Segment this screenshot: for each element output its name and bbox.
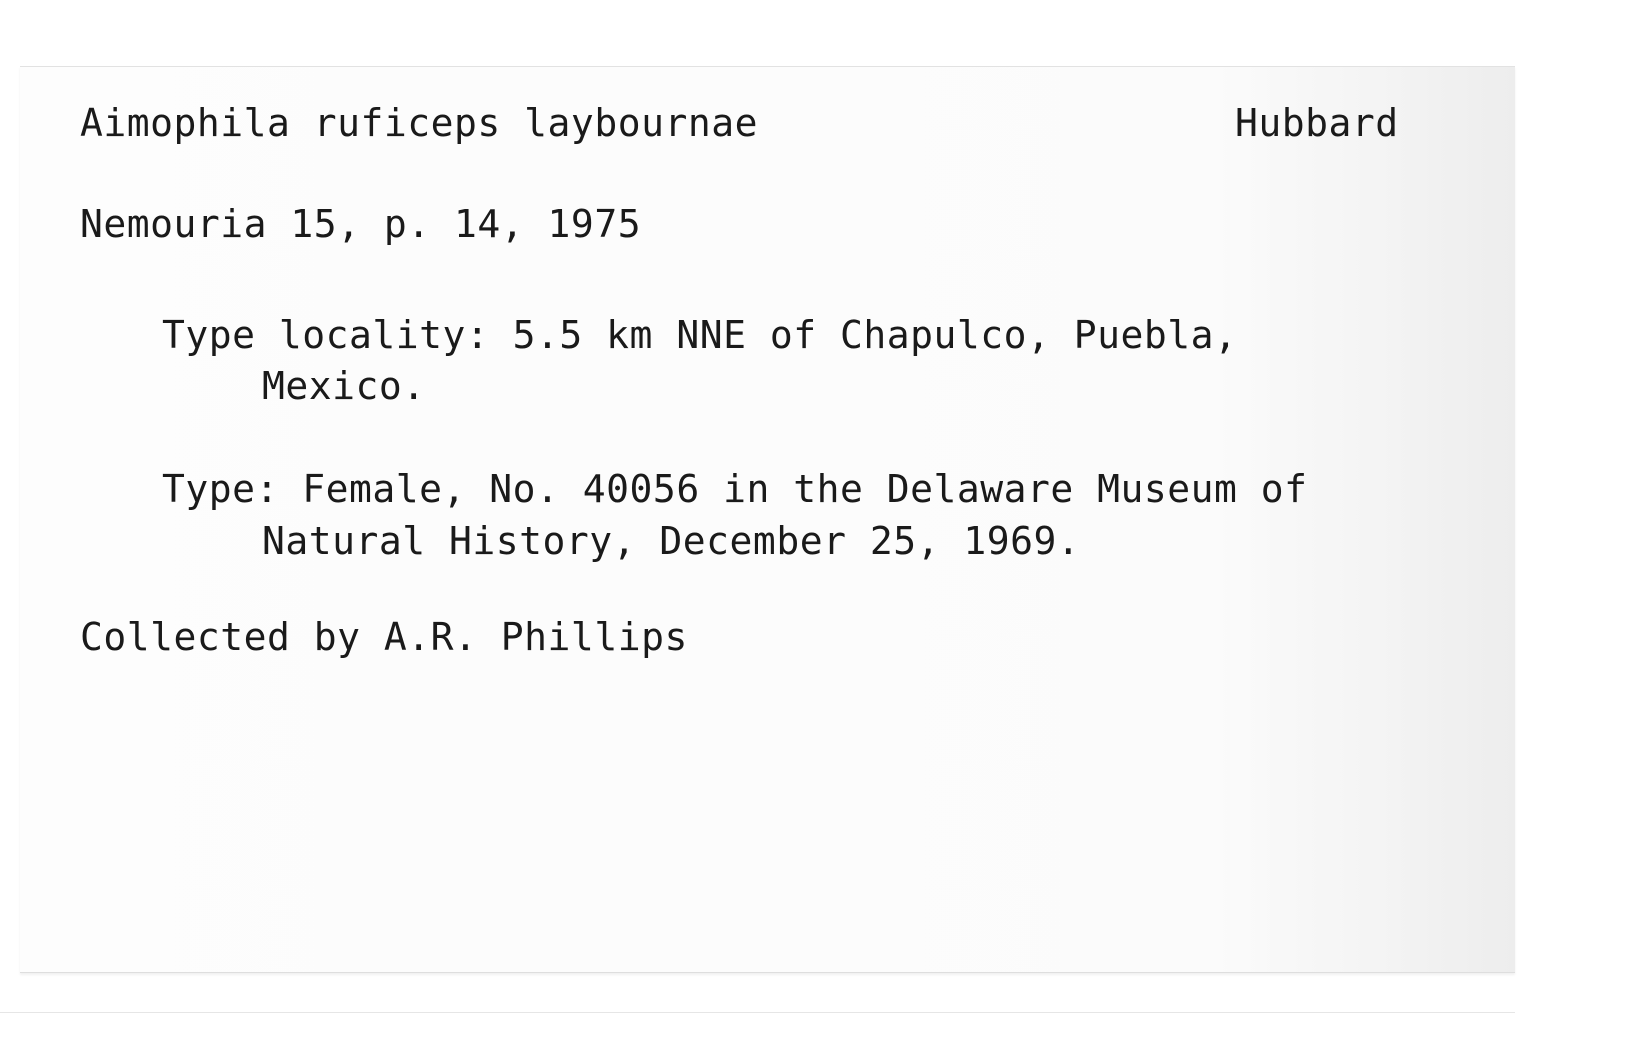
scan-edge-line bbox=[0, 1012, 1515, 1013]
collector: Collected by A.R. Phillips bbox=[80, 615, 688, 659]
species-name: Aimophila ruficeps laybournae bbox=[80, 101, 758, 145]
citation: Nemouria 15, p. 14, 1975 bbox=[80, 202, 642, 246]
type-locality-line-2: Mexico. bbox=[262, 364, 426, 408]
type-locality-line-1: Type locality: 5.5 km NNE of Chapulco, Puebla, bbox=[162, 313, 1238, 357]
author-name: Hubbard bbox=[1235, 101, 1399, 145]
type-specimen-line-2: Natural History, December 25, 1969. bbox=[262, 519, 1081, 563]
type-specimen-line-1: Type: Female, No. 40056 in the Delaware Museum of bbox=[162, 467, 1308, 511]
